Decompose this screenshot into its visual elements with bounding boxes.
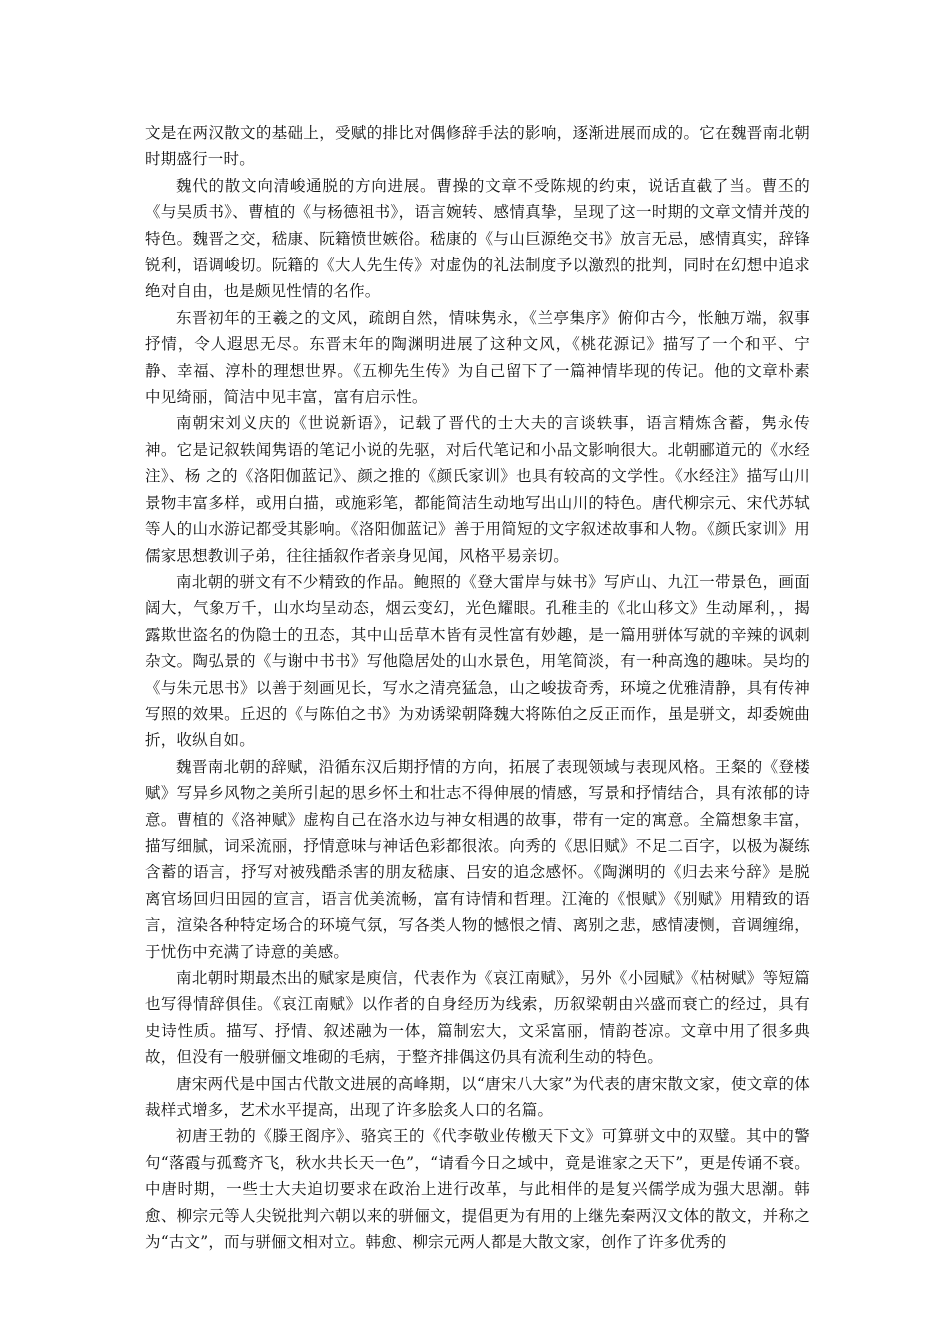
paragraph: 东晋初年的王羲之的文风，疏朗自然，情味隽永，《兰亭集序》俯仰古今，怅触万端，叙事抒情，令人遐思无尽。东晋末年的陶渊明进展了这种文风，《桃花源记》描写了一个和平、宁静、幸福、淳朴的理想世界。《五柳先生传》为自己留下了一篇神情毕现的传记。他的文章朴素中见绮丽，简洁中见丰富，富有启示性。	[145, 308, 810, 407]
document-page	[145, 120, 810, 1255]
paragraph: 南朝宋刘义庆的《世说新语》，记载了晋代的士大夫的言谈轶事，语言精炼含蓄，隽永传神。它是记叙轶闻隽语的笔记小说的先驱，对后代笔记和小品文影响很大。北朝郦道元的《水经注》、杨 之的《洛阳伽蓝记》、颜之推的《颜氏家训》也具有较高的文学性。《水经注》描写山川景物丰富多样，或用白描，或施彩笔，都能简洁生动地写出山川的特色。唐代柳宗元、宋代苏轼等人的山水游记都受其影响。《洛阳伽蓝记》善于用简短的文字叙述故事和人物。《颜氏家训》用儒家思想教训子弟，往往插叙作者亲身见闻，风格平易亲切。	[145, 414, 810, 565]
paragraph: 初唐王勃的《滕王阁序》、骆宾王的《代李敬业传檄天下文》可算骈文中的双璧。其中的警句“落霞与孤鹜齐飞，秋水共长天一色”，“请看今日之域中，竟是谁家之天下”，更是传诵不衰。中唐时期，一些士大夫迫切要求在政治上进行改革，与此相伴的是复兴儒学成为强大思潮。韩愈、柳宗元等人尖锐批判六朝以来的骈俪文，提倡更为有用的上继先秦两汉文体的散文，并称之为“古文”，而与骈俪文相对立。韩愈、柳宗元两人都是大散文家，创作了许多优秀的	[145, 1127, 810, 1252]
paragraph: 唐宋两代是中国古代散文进展的高峰期，以“唐宋八大家”为代表的唐宋散文家，使文章的体裁样式增多，艺术水平提高，出现了许多脍炙人口的名篇。	[145, 1074, 810, 1120]
paragraph: 南北朝时期最杰出的赋家是庾信，代表作为《哀江南赋》，另外《小园赋》《枯树赋》等短篇也写得情辞俱佳。《哀江南赋》以作者的自身经历为线索，历叙梁朝由兴盛而衰亡的经过，具有史诗性质。描写、抒情、叙述融为一体，篇制宏大，文采富丽，情韵苍凉。文章中用了很多典故，但没有一般骈俪文堆砌的毛病，于整齐排偶这仍具有流利生动的特色。	[145, 969, 810, 1067]
paragraph: 南北朝的骈文有不少精致的作品。鲍照的《登大雷岸与妹书》写庐山、九江一带景色，画面阔大，气象万千，山水均呈动态，烟云变幻，光色耀眼。孔稚圭的《北山移文》生动犀利，，揭露欺世盗名的伪隐士的丑态，其中山岳草木皆有灵性富有妙趣，是一篇用骈体写就的辛辣的讽刺杂文。陶弘景的《与谢中书书》写他隐居处的山水景色，用笔简淡，有一种高逸的趣味。吴均的《与朱元思书》以善于刻画见长，写水之清亮猛急，山之峻拔奇秀，环境之优雅清静，具有传神写照的效果。丘迟的《与陈伯之书》为劝诱梁朝降魏大将陈伯之反正而作，虽是骈文，却委婉曲折，收纵自如。	[145, 572, 810, 750]
paragraph: 文是在两汉散文的基础上，受赋的排比对偶修辞手法的影响，逐渐进展而成的。它在魏晋南北朝时期盛行一时。	[145, 124, 810, 169]
paragraph: 魏代的散文向清峻通脱的方向进展。曹操的文章不受陈规的约束，说话直截了当。曹丕的《与吴质书》、曹植的《与杨德祖书》，语言婉转、感情真挚，呈现了这一时期的文章文情并茂的特色。魏晋之交，嵇康、阮籍愤世嫉俗。嵇康的《与山巨源绝交书》放言无忌，感情真实，辞锋锐利，语调峻切。阮籍的《大人先生传》对虚伪的礼法制度予以激烈的批判，同时在幻想中追求绝对自由，也是颇见性情的名作。	[145, 176, 810, 301]
paragraph: 魏晋南北朝的辞赋，沿循东汉后期抒情的方向，拓展了表现领域与表现风格。王粲的《登楼赋》写异乡风物之美所引起的思乡怀土和壮志不得伸展的情感，写景和抒情结合，具有浓郁的诗意。曹植的《洛神赋》虚构自己在洛水边与神女相遇的故事，带有一定的寓意。全篇想象丰富，描写细腻，词采流丽，抒情意味与神话色彩都很浓。向秀的《思旧赋》不足二百字，以极为凝练含蓄的语言，抒写对被残酷杀害的朋友嵇康、吕安的追念感怀。《陶渊明的《归去来兮辞》是脱离官场回归田园的宣言，语言优美流畅，富有诗情和哲理。江淹的《恨赋》《别赋》用精致的语言，渲染各种特定场合的环境气氛，写各类人物的憾恨之情、离别之悲，感情凄恻，音调缠绵，于忧伤中充满了诗意的美感。	[145, 757, 810, 961]
